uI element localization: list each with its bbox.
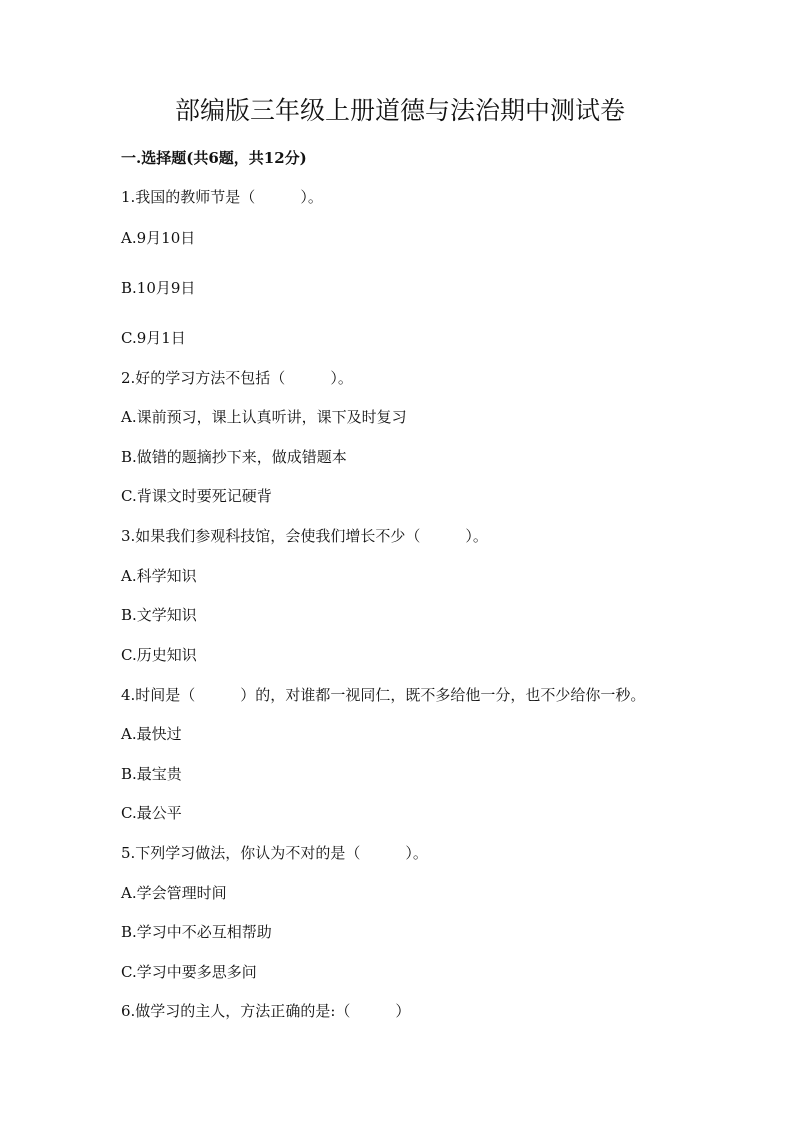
question-2-option-a: A.课前预习，课上认真听讲，课下及时复习 [121, 408, 407, 426]
question-3-option-a: A.科学知识 [121, 567, 197, 585]
question-6-stem: 6.做学习的主人，方法正确的是:（ ） [121, 1002, 411, 1020]
question-1-option-b: B.10月9日 [121, 279, 196, 297]
question-5-option-c: C.学习中要多思多问 [121, 963, 257, 981]
question-2-option-c: C.背课文时要死记硬背 [121, 487, 272, 505]
question-1-option-c: C.9月1日 [121, 329, 186, 347]
page-title: 部编版三年级上册道德与法治期中测试卷 [174, 96, 625, 125]
question-5-stem: 5.下列学习做法，你认为不对的是（ ）。 [121, 844, 428, 862]
question-4-option-a: A.最快过 [121, 725, 182, 743]
section-heading: 一.选择题(共6题，共12分) [121, 149, 307, 167]
question-3-stem: 3.如果我们参观科技馆，会使我们增长不少（ ）。 [121, 527, 488, 545]
question-1-stem: 1.我国的教师节是（ ）。 [121, 188, 323, 206]
question-2-option-b: B.做错的题摘抄下来，做成错题本 [121, 448, 347, 466]
question-2-stem: 2.好的学习方法不包括（ ）。 [121, 369, 353, 387]
question-3-option-b: B.文学知识 [121, 606, 197, 624]
question-4-stem: 4.时间是（ ）的，对谁都一视同仁，既不多给他一分，也不少给你一秒。 [121, 686, 646, 704]
question-4-option-c: C.最公平 [121, 804, 182, 822]
question-3-option-c: C.历史知识 [121, 646, 197, 664]
question-5-option-b: B.学习中不必互相帮助 [121, 923, 272, 941]
question-4-option-b: B.最宝贵 [121, 765, 182, 783]
question-1-option-a: A.9月10日 [121, 229, 196, 247]
question-5-option-a: A.学会管理时间 [121, 884, 227, 902]
